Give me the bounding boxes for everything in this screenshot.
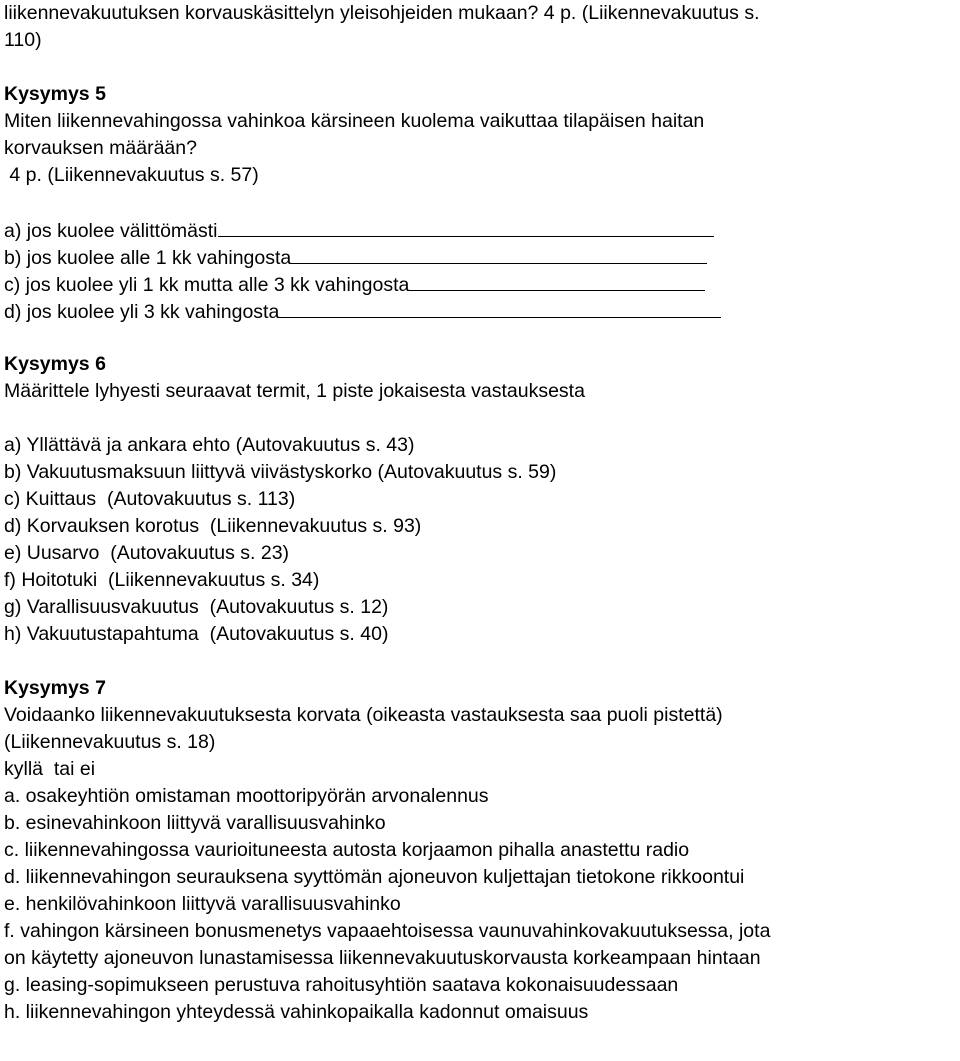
question-5-option-d [4,297,956,324]
question-7-item-g: g. leasing-sopimukseen perustuva rahoitusyhtiön saatava kokonaisuudessaan [4,974,679,996]
question-6-heading: Kysymys 6 [4,353,106,375]
question-5-text-3: 4 p. (Liikennevakuutus s. 57) [4,164,259,186]
question-6-item-g: g) Varallisuusvakuutus (Autovakuutus s. 12) [4,596,389,618]
intro-line-1: liikennevakuutuksen korvauskäsittelyn yleisohjeiden mukaan? 4 p. (Liikennevakuutus s. [4,2,760,24]
question-5-option-c [4,270,956,297]
question-7-item-d: d. liikennevahingon seurauksena syyttömän ajoneuvon kuljettajan tietokone rikkoontui [4,866,745,888]
question-7-item-b: b. esinevahinkoon liittyvä varallisuusvahinko [4,812,386,834]
question-7-item-e: e. henkilövahinkoon liittyvä varallisuusvahinko [4,893,401,915]
question-7-item-f-line-1: f. vahingon kärsineen bonusmenetys vapaaehtoisessa vaunuvahinkovakuutuksessa, jota [4,920,771,942]
spacer [4,648,956,675]
document-page [4,0,956,1026]
question-6-item-d: d) Korvauksen korotus (Liikennevakuutus s. 93) [4,515,422,537]
option-label: c) jos kuolee yli 1 kk mutta alle 3 kk vahingosta [4,274,410,296]
question-7-text-1: Voidaanko liikennevakuutuksesta korvata (oikeasta vastauksesta saa puoli pistettä) [4,704,723,726]
question-6-item-f: f) Hoitotuki (Liikennevakuutus s. 34) [4,569,320,591]
spacer [4,324,956,351]
spacer [4,54,956,81]
answer-blank-line[interactable] [279,297,721,318]
question-6-text: Määrittele lyhyesti seuraavat termit, 1 piste jokaisesta vastauksesta [4,380,585,402]
question-7-item-a: a. osakeyhtiön omistaman moottoripyörän arvonalennus [4,785,489,807]
question-7-item-h: h. liikennevahingon yhteydessä vahinkopaikalla kadonnut omaisuus [4,1001,589,1023]
intro-line-2: 110) [4,29,42,51]
question-7-item-c: c. liikennevahingossa vaurioituneesta autosta korjaamon pihalla anastettu radio [4,839,690,861]
question-6-item-c: c) Kuittaus (Autovakuutus s. 113) [4,488,296,510]
question-6-item-a: a) Yllättävä ja ankara ehto (Autovakuutus s. 43) [4,434,415,456]
question-5-heading: Kysymys 5 [4,83,106,105]
answer-blank-line[interactable] [409,270,705,291]
question-6-item-h: h) Vakuutustapahtuma (Autovakuutus s. 40) [4,623,389,645]
question-6-item-b: b) Vakuutusmaksuun liittyvä viivästyskorko (Autovakuutus s. 59) [4,461,557,483]
option-label: d) jos kuolee yli 3 kk vahingosta [4,301,280,323]
answer-blank-line[interactable] [291,243,707,264]
question-7-text-2: (Liikennevakuutus s. 18) [4,731,216,753]
spacer [4,189,956,216]
spacer [4,405,956,432]
question-5-text-2: korvauksen määrään? [4,137,197,159]
question-7-item-f-line-2: on käytetty ajoneuvon lunastamisessa liikennevakuutuskorvausta korkeampaan hintaan [4,947,761,969]
question-5-text-1: Miten liikennevahingossa vahinkoa kärsineen kuolema vaikuttaa tilapäisen haitan [4,110,705,132]
answer-blank-line[interactable] [218,216,714,237]
option-label: a) jos kuolee välittömästi [4,220,218,242]
question-6-item-e: e) Uusarvo (Autovakuutus s. 23) [4,542,290,564]
question-7-heading: Kysymys 7 [4,677,106,699]
question-5-option-a [4,216,956,243]
question-5-option-b [4,243,956,270]
question-7-text-3: kyllä tai ei [4,758,96,780]
option-label: b) jos kuolee alle 1 kk vahingosta [4,247,292,269]
